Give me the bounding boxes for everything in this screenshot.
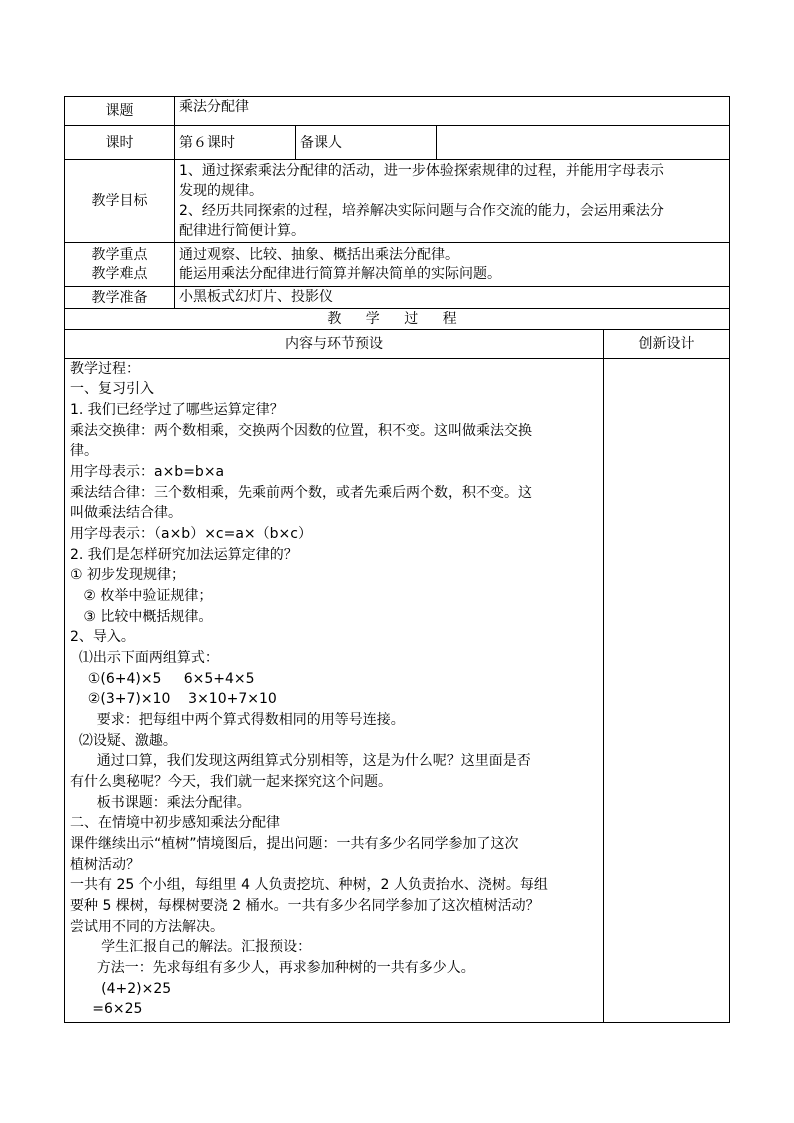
- content-line: (4+2)×25: [70, 981, 172, 997]
- period-label: 课时: [105, 134, 134, 151]
- content-line: ②(3+7)×10 3×10+7×10: [70, 691, 277, 707]
- content-line: 课件继续出示“植树”情境图后，提出问题：一共有多少名同学参加了这次: [70, 836, 519, 852]
- content-line: 用字母表示：（a×b）×c=a×（b×c）: [70, 526, 312, 542]
- content-line: 通过口算，我们发现这两组算式分别相等，这是为什么呢？这里面是否: [70, 753, 531, 769]
- content-line: 2、导入。: [70, 629, 135, 645]
- innovation-header-cell: [603, 329, 730, 358]
- prep-label: 教学准备: [91, 289, 148, 306]
- content-line: ⑴出示下面两组算式：: [70, 650, 219, 666]
- content-line: 一、复习引入: [70, 381, 154, 397]
- content-header: 内容与环节预设: [285, 336, 383, 352]
- topic-value-cell: [174, 96, 730, 125]
- process-title-cell: [64, 308, 730, 329]
- innovation-header: 创新设计: [638, 336, 695, 352]
- difficulty-label: 教学难点: [91, 266, 148, 282]
- prep-value-cell: [174, 286, 730, 308]
- content-body-cell: [64, 358, 603, 1023]
- lesson-plan-table: [64, 96, 730, 1023]
- innovation-body-cell: [603, 358, 730, 1023]
- preparer-label: 备课人: [300, 134, 342, 151]
- goal-line: 发现的规律。: [179, 183, 263, 199]
- period-value: 第６课时: [179, 134, 235, 151]
- content-line: 律。: [70, 443, 98, 459]
- content-line: 教学过程：: [70, 361, 140, 377]
- content-line: 乘法交换律：两个数相乘，交换两个因数的位置，积不变。这叫做乘法交换: [70, 423, 532, 439]
- content-line: ① 初步发现规律；: [70, 567, 186, 583]
- content-line: 板书课题：乘法分配律。: [70, 795, 251, 811]
- period-label-cell: [64, 125, 174, 159]
- preparer-value-cell: [436, 125, 730, 159]
- content-line: 方法一：先求每组有多少人，再求参加种树的一共有多少人。: [70, 960, 475, 976]
- content-line: 要求：把每组中两个算式得数相同的用等号连接。: [70, 712, 405, 728]
- content-line: 用字母表示：a×b=b×a: [70, 464, 225, 480]
- difficulty-value: 能运用乘法分配律进行简算并解决简单的实际问题。: [179, 266, 501, 282]
- content-line: 1. 我们已经学过了哪些运算定律？: [70, 402, 284, 418]
- content-line: 有什么奥秘呢？今天，我们就一起来探究这个问题。: [70, 774, 392, 790]
- content-line: 2. 我们是怎样研究加法运算定律的？: [70, 547, 298, 563]
- key-label: 教学重点: [91, 247, 148, 263]
- content-line: =6×25: [70, 1001, 143, 1017]
- goal-line: 1、通过探索乘法分配律的活动，进一步体验探索规律的过程，并能用字母表示: [179, 163, 664, 179]
- key-value: 通过观察、比较、抽象、概括出乘法分配律。: [179, 247, 459, 263]
- prep-label-cell: [64, 286, 174, 308]
- goal-line: 配律进行简便计算。: [179, 223, 305, 239]
- period-value-cell: [174, 125, 295, 159]
- key-difficulty-label-cell: [64, 242, 174, 286]
- content-line: 乘法结合律：三个数相乘，先乘前两个数，或者先乘后两个数，积不变。这: [70, 485, 532, 501]
- topic-label-cell: [64, 96, 174, 125]
- content-line: 学生汇报自己的解法。汇报预设：: [70, 939, 312, 955]
- content-line: ①(6+4)×5 6×5+4×5: [70, 671, 255, 687]
- goal-label-cell: [64, 159, 174, 242]
- content-line: 尝试用不同的方法解决。: [70, 919, 224, 935]
- key-difficulty-value-cell: [174, 242, 730, 286]
- process-title: 教 学 过 程: [327, 311, 467, 327]
- topic-label: 课题: [105, 103, 134, 119]
- content-line: ⑵设疑、激趣。: [70, 733, 177, 749]
- goal-value-cell: [174, 159, 730, 242]
- content-line: 植树活动？: [70, 857, 140, 873]
- content-line: 要种 5 棵树，每棵树要浇 2 桶水。一共有多少名同学参加了这次植树活动？: [70, 898, 540, 914]
- topic-value: 乘法分配律: [179, 99, 249, 115]
- content-line: 二、在情境中初步感知乘法分配律: [70, 815, 280, 831]
- content-line: 一共有 25 个小组，每组里 4 人负责挖坑、种树，2 人负责抬水、浇树。每组: [70, 877, 548, 893]
- content-line: 叫做乘法结合律。: [70, 505, 182, 521]
- content-line: ③ 比较中概括规律。: [70, 609, 213, 625]
- preparer-label-cell: [295, 125, 436, 159]
- goal-label: 教学目标: [91, 193, 148, 209]
- prep-value: 小黑板式幻灯片、投影仪: [179, 289, 333, 305]
- goal-line: 2、经历共同探索的过程，培养解决实际问题与合作交流的能力，会运用乘法分: [179, 203, 664, 219]
- content-header-cell: [64, 329, 603, 358]
- content-line: ② 枚举中验证规律；: [70, 588, 213, 604]
